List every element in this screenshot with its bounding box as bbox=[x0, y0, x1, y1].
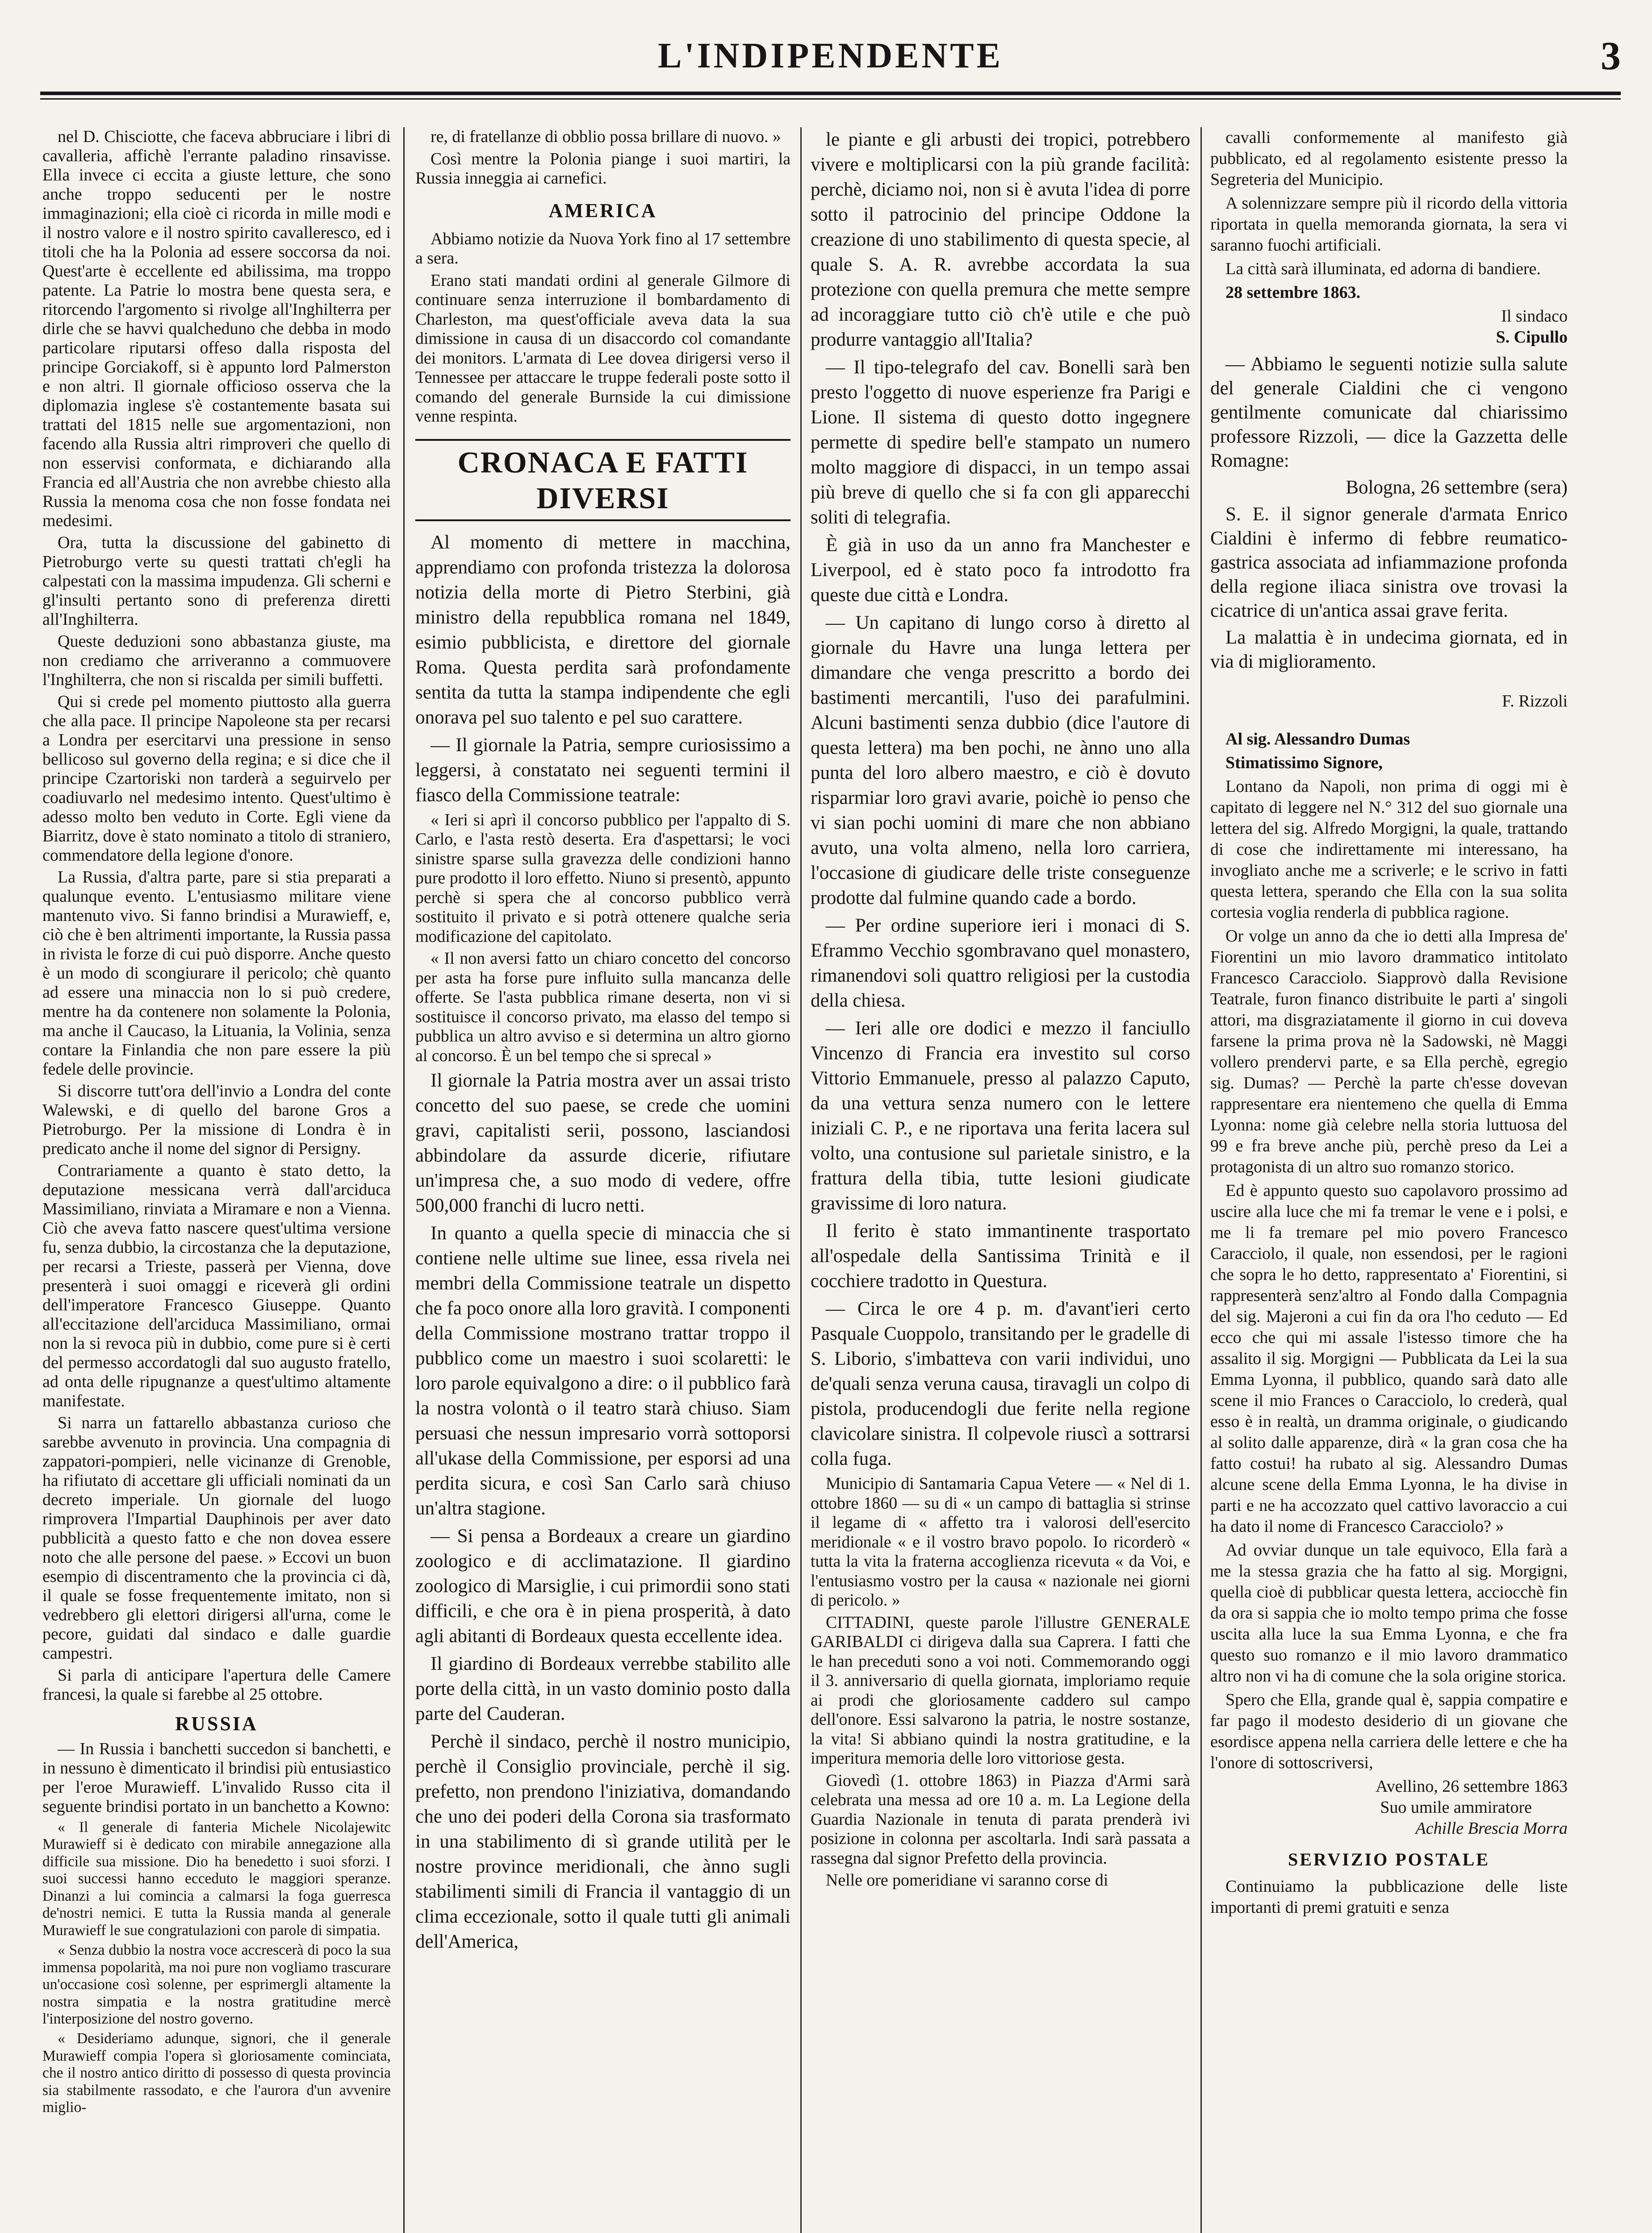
dateline: Avellino, 26 settembre 1863 bbox=[1376, 1777, 1568, 1796]
masthead-rule bbox=[40, 92, 1621, 95]
section-heading-cronaca: CRONACA E FATTI DIVERSI bbox=[415, 439, 790, 521]
dateline: Bologna, 26 settembre (sera) bbox=[1346, 477, 1568, 498]
paragraph: La città sarà illuminata, ed adorna di bandiere. bbox=[1225, 259, 1541, 278]
paragraph: Si narra un fattarello abbastanza curioso che sarebbe avvenuto in provincia. Una compagnia di zappatori-pompieri, nelle vicinanze di Grenoble, ha rifiutato di accettare gli ufficiali nominati da un decreto imperiale. Un giornale del luogo rimprovera l'Impartial Dauphinois per aver dato pubblicità a questo fatto e che non dovea essere noto che alle persone del paese. » Eccovi un buon esempio di discentramento che la provincia ci dà, il quale se fosse frequentemente imitato, non si vedrebbero gli elettori dirigersi all'urna, come le pecore, guidati dal sindaco e dalle guardie campestri. bbox=[42, 1413, 391, 1663]
paragraph: CITTADINI, queste parole l'illustre GENERALE GARIBALDI ci dirigeva dalla sua Caprera. I fatti che le han preceduti sono a voi noti. Commemorando oggi il 3. anniversario di quella giornata, imploriamo requie ai prodi che gloriosamente caddero sul campo dell'onore. Essi salvarono la patria, le nostre sostanze, la vita! Si abbiano quindi la nostra gratitudine, e la imperitura memoria delle loro vittoriose gesta. bbox=[811, 1613, 1190, 1768]
paragraph: Contrariamente a quanto è stato detto, la deputazione messicana verrà dall'arciduca Massimiliano, rinviata a Miramare e non a Vienna. Ciò che aveva fatto nascere quest'ultima versione fu, senza dubbio, la circostanza che la deputazione, per recarsi a Trieste, passerà per Vienna, dove presenterà i suoi omaggi e riceverà gli ordini dell'imperatore Francesco Giuseppe. Quanto all'eccitazione dell'arciduca Massimiliano, ormai non la si revoca più in dubbio, come pure si è certi del permesso accordatogli dal suo augusto fratello, ad onta delle ripugnanze a quest'ultimo altamente manifestate. bbox=[42, 1161, 391, 1410]
signature-title: Il sindaco bbox=[1501, 307, 1568, 326]
masthead-rule-thin bbox=[40, 98, 1621, 100]
paragraph: — Per ordine superiore ieri i monaci di S. Eframmo Vecchio sgombravano quel monastero, rimanendovi soli quattro religiosi per la custodia della chiesa. bbox=[811, 915, 1190, 1011]
paragraph: Spero che Ella, grande qual è, sappia compatire e far pago il modesto desiderio di un giovane che esordisce appena nella carriera delle lettere e che ha l'onore di sottoscriversi, bbox=[1210, 1690, 1568, 1772]
dateline: 28 settembre 1863. bbox=[1225, 283, 1361, 302]
paragraph: Or volge un anno da che io detti alla Impresa de' Fiorentini un mio lavoro drammatico intitolato Francesco Caracciolo. Siapprovò dalla Revisione Teatrale, furon financo distribuite le parti a' singoli attori, ma disgraziatamente il giorno in cui doveva farsene la prima prova nè la Sadowski, nè Maggi vollero prendervi parte, e sa Ella perchè, egregio sig. Dumas? — Perchè la parte ch'esse dovevan rappresentare era nientemeno che quella di Emma Lyonna: nome già celebre nella storia luttuosa del 99 e fra breve anche più, perchè preso da Lei a protagonista di un altro suo romanzo storico. bbox=[1210, 927, 1568, 1176]
closing: Suo umile ammiratore bbox=[1380, 1798, 1532, 1817]
paragraph: Ad ovviar dunque un tale equivoco, Ella farà a me la stessa grazia che ha fatto al sig. Morgigni, quella cioè di pubblicar questa lettera, acciocchè fin da ora si sappia che io molto tempo prima che fosse uscita alla luce la sua Emma Lyonna, e che fra questo suo romanzo e il mio lavoro drammatico altro non vi ha di comune che la sola origine storica. bbox=[1210, 1541, 1568, 1685]
paragraph: Ora, tutta la discussione del gabinetto di Pietroburgo verte su questi trattati ch'egli ha calpestati con la massima impudenza. Gli scherni e gl'insulti pertanto sono di preferenza diretti all'Inghilterra. bbox=[42, 533, 391, 629]
paragraph: A solennizzare sempre più il ricordo della vittoria riportata in quella memoranda giornata, la sera vi saranno fuochi artificiali. bbox=[1210, 194, 1568, 255]
column-3 bbox=[811, 127, 1190, 2233]
paragraph: — Un capitano di lungo corso à diretto al giornale du Havre una lunga lettera per dimandare che venga prescritto a bordo dei bastimenti mercantili, l'uso dei parafulmini. Alcuni bastimenti senza dubbio (dice l'autore di questa lettera) ma ben pochi, ne ànno uno alla punta del loro albero maestro, e ciò è dovuto risparmiar loro gravi avarie, poichè io penso che vi sian pochi uomini di mare che non abbiano avuto, una volta almeno, nella loro carriera, l'occasione di giudicare delle triste conseguenze prodotte dal fulmine quando cade a bordo. bbox=[811, 612, 1190, 908]
paragraph: — Il tipo-telegrafo del cav. Bonelli sarà ben presto l'oggetto di nuove esperienze fra Parigi e Lione. Il sistema di questo dotto ingegnere permette di spedire bell'e stampato un numero molto maggiore di dispacci, in un tempo assai più breve di quello che si fa con gli apparecchi soliti di telegrafia. bbox=[811, 357, 1190, 528]
masthead bbox=[40, 31, 1621, 107]
paragraph: nel D. Chisciotte, che faceva abbruciare i libri di cavalleria, affichè l'errante paladino rinsavisse. Ella invece ci eccita a giuste letture, che sono anche troppo seducenti per le nostre immaginazioni; ella cioè ci ricorda in mille modi e il nostro valore e il nostro spirito cavalleresco, ed i titoli che ha la Polonia ad essere soccorsa da noi. Quest'arte è eccellente ed abilissima, ma troppo patente. La Patrie lo mostra bene questa sera, e ritorcendo l'argomento si rivolge all'Inghilterra per dirle che se havvi qualcheduno che debba in modo particolare riputarsi offeso dalla risposta del principe Gorciakoff, si è appunto lord Palmerston e non altri. Il giornale officioso osserva che la diplomazia inglese s'è costantemente basata sui trattati del 1815 nelle sue argomentazioni, non facendo alla Russia altri rimproveri che quello di non esservisi conformata, e dichiarando alla Francia ed all'Austria che non avrebbe chiesto alla Russia la menoma cosa che non fosse fondata nei medesimi. bbox=[42, 127, 391, 530]
column-divider bbox=[800, 127, 802, 2233]
paragraph: Si parla di anticipare l'apertura delle Camere francesi, la quale si farebbe al 25 ottobre. bbox=[42, 1666, 391, 1704]
quoted-paragraph: « Il non aversi fatto un chiaro concetto del concorso per asta ha forse pure influito sulla mancanza delle offerte. Se l'asta pubblica rimane deserta, non vi si sostituisce il concorso privato, ma elasso del tempo si pubblica un altro avviso e si determina un altro giorno al concorso. È un bel tempo che si sprecal » bbox=[415, 949, 790, 1065]
paragraph: Il ferito è stato immantinente trasportato all'ospedale della Santissima Trinità e il cocchiere tradotto in Questura. bbox=[811, 1221, 1190, 1292]
paragraph: re, di fratellanze di obblio possa brillare di nuovo. » bbox=[431, 127, 781, 146]
section-heading-servizio-postale: SERVIZIO POSTALE bbox=[1288, 1849, 1490, 1869]
quoted-paragraph: « Ieri si aprì il concorso pubblico per l'appalto di S. Carlo, e l'asta restò deserta. Era d'aspettarsi; le voci sinistre sparse sulla gravezza delle condizioni hanno pure prodotto il loro effetto. Niuno si presentò, appunto perchè si spera che al concorso pubblico verrà sostituito il privato e si potrà ottenere qualche seria modificazione del capitolato. bbox=[415, 810, 790, 946]
quoted-paragraph: « Il generale di fanteria Michele Nicolajewitc Murawieff si è dedicato con mirabile annegazione alla difficile sua missione. Dio ha benedetto i suoi sforzi. I suoi successi hanno ecceduto le maggiori speranze. Dinanzi a lui comincia a calmarsi la foga guerresca de'nostri nemici. E tutta la Russia manda al generale Murawieff le sue congratulazioni con parole di simpatia. bbox=[42, 1819, 391, 1939]
section-heading-america: AMERICA bbox=[548, 199, 657, 222]
paragraph: Al momento di mettere in macchina, apprendiamo con profonda tristezza la dolorosa notizia della morte di Pietro Sterbini, già ministro della repubblica romana nel 1849, esimio pubblicista, e direttore del giornale Roma. Questa perdita sarà profondamente sentita da tutta la stampa indipendente che egli onorava pel suo talento e pel suo carattere. bbox=[415, 531, 790, 728]
paragraph: Nelle ore pomeridiane vi saranno corse di bbox=[826, 1871, 1108, 1890]
paragraph: Il giornale la Patria mostra aver un assai tristo concetto del suo paese, se crede che uomini gravi, capitalisti serii, possono, lasciandosi abbindolare da assurde dicerie, rifiutare un'impresa che, a suo modo di vedere, offre 500,000 franchi di lucro netti. bbox=[415, 1070, 790, 1217]
paragraph: È già in uso da un anno fra Manchester e Liverpool, ed è stato poco fa introdotto fra queste due città e Londra. bbox=[811, 535, 1190, 606]
paragraph: Ed è appunto questo suo capolavoro prossimo ad uscire alla luce che mi fa tremar le vene e i polsi, e me li fa tremare pel mio povero Francesco Caracciolo, il quale, non essendosi, per le ragioni che sopra le ho detto, rappresentato a' Fiorentini, si rappresenterà senz'altro al Fondo dalla Compagnia del sig. Majeroni a cui fin da ora l'ho ceduto — Ed ecco che qui mi assale l'istesso timore che ha assalito il sig. Morgigni — Pubblicata da Lei la sua Emma Lyonna, il pubblico, quando sarà dato alle scene il mio Frances o Caracciolo, lo crederà, qual esso è in realtà, un dramma originale, o giudicando al solito dalle apparenze, dirà « la gran cosa che ha fatto costui! ha rubato al sig. Alessandro Dumas alcune scene della Emma Lyonna, le ha divise in parti e ne ha accozzato quel cattivo lavoraccio a cui ha dato il nome di Francesco Caracciolo? » bbox=[1210, 1181, 1568, 1536]
paragraph: Queste deduzioni sono abbastanza giuste, ma non crediamo che arriveranno a commuovere l'Inghilterra, che non si riscalda per simili buffetti. bbox=[42, 632, 391, 689]
paragraph: — Abbiamo le seguenti notizie sulla salute del generale Cialdini che ci vengono gentilmente comunicate dal chiarissimo professore Rizzoli, — dice la Gazzetta delle Romagne: bbox=[1210, 354, 1568, 471]
newspaper-title: L'INDIPENDENTE bbox=[657, 36, 1004, 75]
paragraph: Giovedì (1. ottobre 1863) in Piazza d'Armi sarà celebrata una messa ad ore 10 a. m. La Legione della Guardia Nazionale in tenuta di parata prenderà ivi posizione in colonna per ascoltarla. Indi sarà passata a rassegna dal signor Prefetto della provincia. bbox=[811, 1771, 1190, 1868]
signature: Achille Brescia Morra bbox=[1415, 1819, 1568, 1838]
paragraph: — Il giornale la Patria, sempre curiosissimo a leggersi, à constatato nei seguenti termini il fiasco della Commissione teatrale: bbox=[415, 734, 790, 806]
paragraph: — Circa le ore 4 p. m. d'avant'ieri certo Pasquale Cuoppolo, transitando per le gradelle di S. Liborio, s'imbatteva con varii individui, uno de'quali senza veruna causa, tiravagli un colpo di pistola, producendogli due ferite nella regione clavicolare sinistra. Il colpevole riuscì a sottrarsi colla fuga. bbox=[811, 1298, 1190, 1469]
signature: S. Cipullo bbox=[1496, 328, 1568, 347]
column-4 bbox=[1210, 127, 1568, 2233]
paragraph: Il giardino di Bordeaux verrebbe stabilito alle porte della città, in un vasto dominio posto dalla parte del Cauderan. bbox=[415, 1653, 790, 1725]
letter-addressee: Al sig. Alessandro Dumas bbox=[1225, 730, 1410, 749]
paragraph: — Ieri alle ore dodici e mezzo il fanciullo Vincenzo di Francia era investito sul corso Vittorio Emmanuele, presso al palazzo Caputo, da una vettura senza numero con le lettere iniziali C. P., e ne riportava una ferita lacera sul volto, una contusione sul parietale sinistro, e la frattura della tibia, tutte lesioni giudicate gravissime di loro natura. bbox=[811, 1018, 1190, 1214]
paragraph: Abbiamo notizie da Nuova York fino al 17 settembre a sera. bbox=[415, 229, 790, 268]
quoted-paragraph: « Desideriamo adunque, signori, che il generale Murawieff compia l'opera sì gloriosamente cominciata, che il nostro antico diritto di possesso di questa provincia sia stabilmente rassodato, e che l'aurora d'un avvenire miglio- bbox=[42, 2030, 391, 2116]
paragraph: Perchè il sindaco, perchè il nostro municipio, perchè il Consiglio provinciale, perchè il sig. prefetto, non prendono l'iniziativa, domandando che uno dei poderi della Corona sia trasformato in una stabilimento di sì grande utilità per le nostre province meridionali, che ànno sugli stabilimenti simili di Francia il vantaggio di un clima eccezionale, sotto il quale tutti gli animali dell'America, bbox=[415, 1731, 790, 1953]
paragraph: Erano stati mandati ordini al generale Gilmore di continuare senza interruzione il bombardamento di Charleston, ma quest'officiale aveva data la sua dimissione in causa di un disaccordo col comandante dei monitors. L'armata di Lee dovea dirigersi verso il Tennessee per attaccare le truppe federali poste sotto il comando del generale Burnside la cui dimissione venne respinta. bbox=[415, 271, 790, 426]
column-divider bbox=[403, 127, 405, 2233]
column-divider bbox=[1200, 127, 1202, 2233]
column-2 bbox=[415, 127, 790, 2233]
paragraph: — Si pensa a Bordeaux a creare un giardino zoologico e di acclimatazione. Il giardino zoologico di Marsiglie, i cui primordii sono stati difficili, e che ora è in piena prosperità, à dato agli abitanti di Bordeaux questa eccellente idea. bbox=[415, 1526, 790, 1647]
signature: F. Rizzoli bbox=[1502, 692, 1568, 711]
paragraph: Lontano da Napoli, non prima di oggi mi è capitato di leggere nel N.° 312 del suo giornale una lettera del sig. Alfredo Morgigni, la quale, trattando di cose che indirettamente mi interessano, ha invogliato anche me a scriverle; e le scrivo in fatti questa lettera, sperando che Ella con la sua solita cortesia voglia renderla di pubblica ragione. bbox=[1210, 777, 1568, 922]
paragraph: cavalli conformemente al manifesto già pubblicato, ed al regolamento esistente presso la Segreteria del Municipio. bbox=[1210, 128, 1568, 189]
paragraph: Municipio di Santamaria Capua Vetere — « Nel di 1. ottobre 1860 — su di « un campo di battaglia si strinse il legame di « affetto tra i valorosi dell'esercito meridionale « e il vostro bravo popolo. Io ricorderò « tutta la vita la fraterna accoglienza ricevuta « da Voi, e l'entusiasmo vostro per la causa « nazionale nei giorni di pericolo. » bbox=[811, 1474, 1190, 1610]
paragraph: Continuiamo la pubblicazione delle liste importanti di premi gratuiti e senza bbox=[1210, 1877, 1568, 1917]
paragraph: La Russia, d'altra parte, pare si stia preparati a qualunque evento. L'entusiasmo militare viene mantenuto vivo. Si fanno brindisi a Murawieff, e, ciò che è ben altrimenti importante, la Russia passa in rivista le forze di cui può disporre. Anche questo è un modo di scongiurare il pericolo; chè quanto ad essere una minaccia non lo si può credere, mentre ha da contenere non solamente la Polonia, ma anche il Caucaso, la Lituania, la Volinia, senza contare la Finlandia che non pare essere la più fedele delle provincie. bbox=[42, 868, 391, 1079]
paragraph: — In Russia i banchetti succedon si banchetti, e in nessuno è dimenticato il brindisi più entusiastico per l'eroe Murawieff. L'invalido Russo cita il seguente brindisi portato in un banchetto a Kowno: bbox=[42, 1740, 391, 1816]
paragraph: S. E. il signor generale d'armata Enrico Cialdini è infermo di febbre reumatico-gastrica associata ad infiammazione profonda della regione iliaca sinistra ove trovasi la cicatrice di un'antica assai grave ferita. bbox=[1210, 504, 1568, 621]
quoted-paragraph: « Senza dubbio la nostra voce accrescerà di poco la sua immensa popolarità, ma noi pure non vogliamo trascurare un'occasione così solenne, per esprimergli altamente la nostra simpatia e la nostra gratitudine mercè l'interposizione del nostro governo. bbox=[42, 1942, 391, 2027]
paragraph: Così mentre la Polonia piange i suoi martiri, la Russia inneggia ai carnefici. bbox=[415, 149, 790, 188]
paragraph: In quanto a quella specie di minaccia che si contiene nelle ultime sue linee, essa rivela nei membri della Commissione teatrale un dispetto che fa poco onore alla loro gravità. I componenti della Commissione mostrano trattar troppo il pubblico come un maestro i suoi scolaretti: le loro parole equivalgono a dire: o il pubblico farà la nostra volontà o il teatro starà chiuso. Siam persuasi che nessun impresario vorrà sottoporsi all'ukase della Commissione, per esporsi ad una perdita sicura, e così San Carlo sarà chiuso un'altra stagione. bbox=[415, 1223, 790, 1519]
letter-salutation: Stimatissimo Signore, bbox=[1225, 753, 1383, 772]
paragraph: Qui si crede pel momento piuttosto alla guerra che alla pace. Il principe Napoleone sta per recarsi a Londra per esercitarvi una pressione in senso bellicoso sul governo della regina; e si dice che il principe Czartoriski non tarderà a seguirvelo per coadiuvarlo nel medesimo intento. Quest'ultimo è adesso molto ben veduto in Corte. Egli viene da Biarritz, dove è stato nominato a titolo di straniero, commendatore della legione d'onore. bbox=[42, 692, 391, 865]
paragraph: La malattia è in undecima giornata, ed in via di miglioramento. bbox=[1210, 627, 1568, 672]
paragraph: Si discorre tutt'ora dell'invio a Londra del conte Walewski, e di quello del barone Gros a Pietroburgo. Per la missione di Londra è in predicato anche il nome del signor di Persigny. bbox=[42, 1082, 391, 1158]
column-1 bbox=[42, 127, 391, 2233]
page-number: 3 bbox=[1601, 34, 1621, 78]
paragraph: le piante e gli arbusti dei tropici, potrebbero vivere e moltiplicarsi con la più grande facilità: perchè, diciamo noi, non si è avuta l'idea di porre sotto il patrocinio del principe Oddone la creazione di uno stabilimento di questa specie, al quale S. A. R. avrebbe accordata la sua protezione con quella premura che mette sempre ad incoraggiare tutto ciò ch'è utile e che può produrre vantaggio all'Italia? bbox=[811, 129, 1190, 350]
section-heading-russia: RUSSIA bbox=[175, 1713, 258, 1735]
